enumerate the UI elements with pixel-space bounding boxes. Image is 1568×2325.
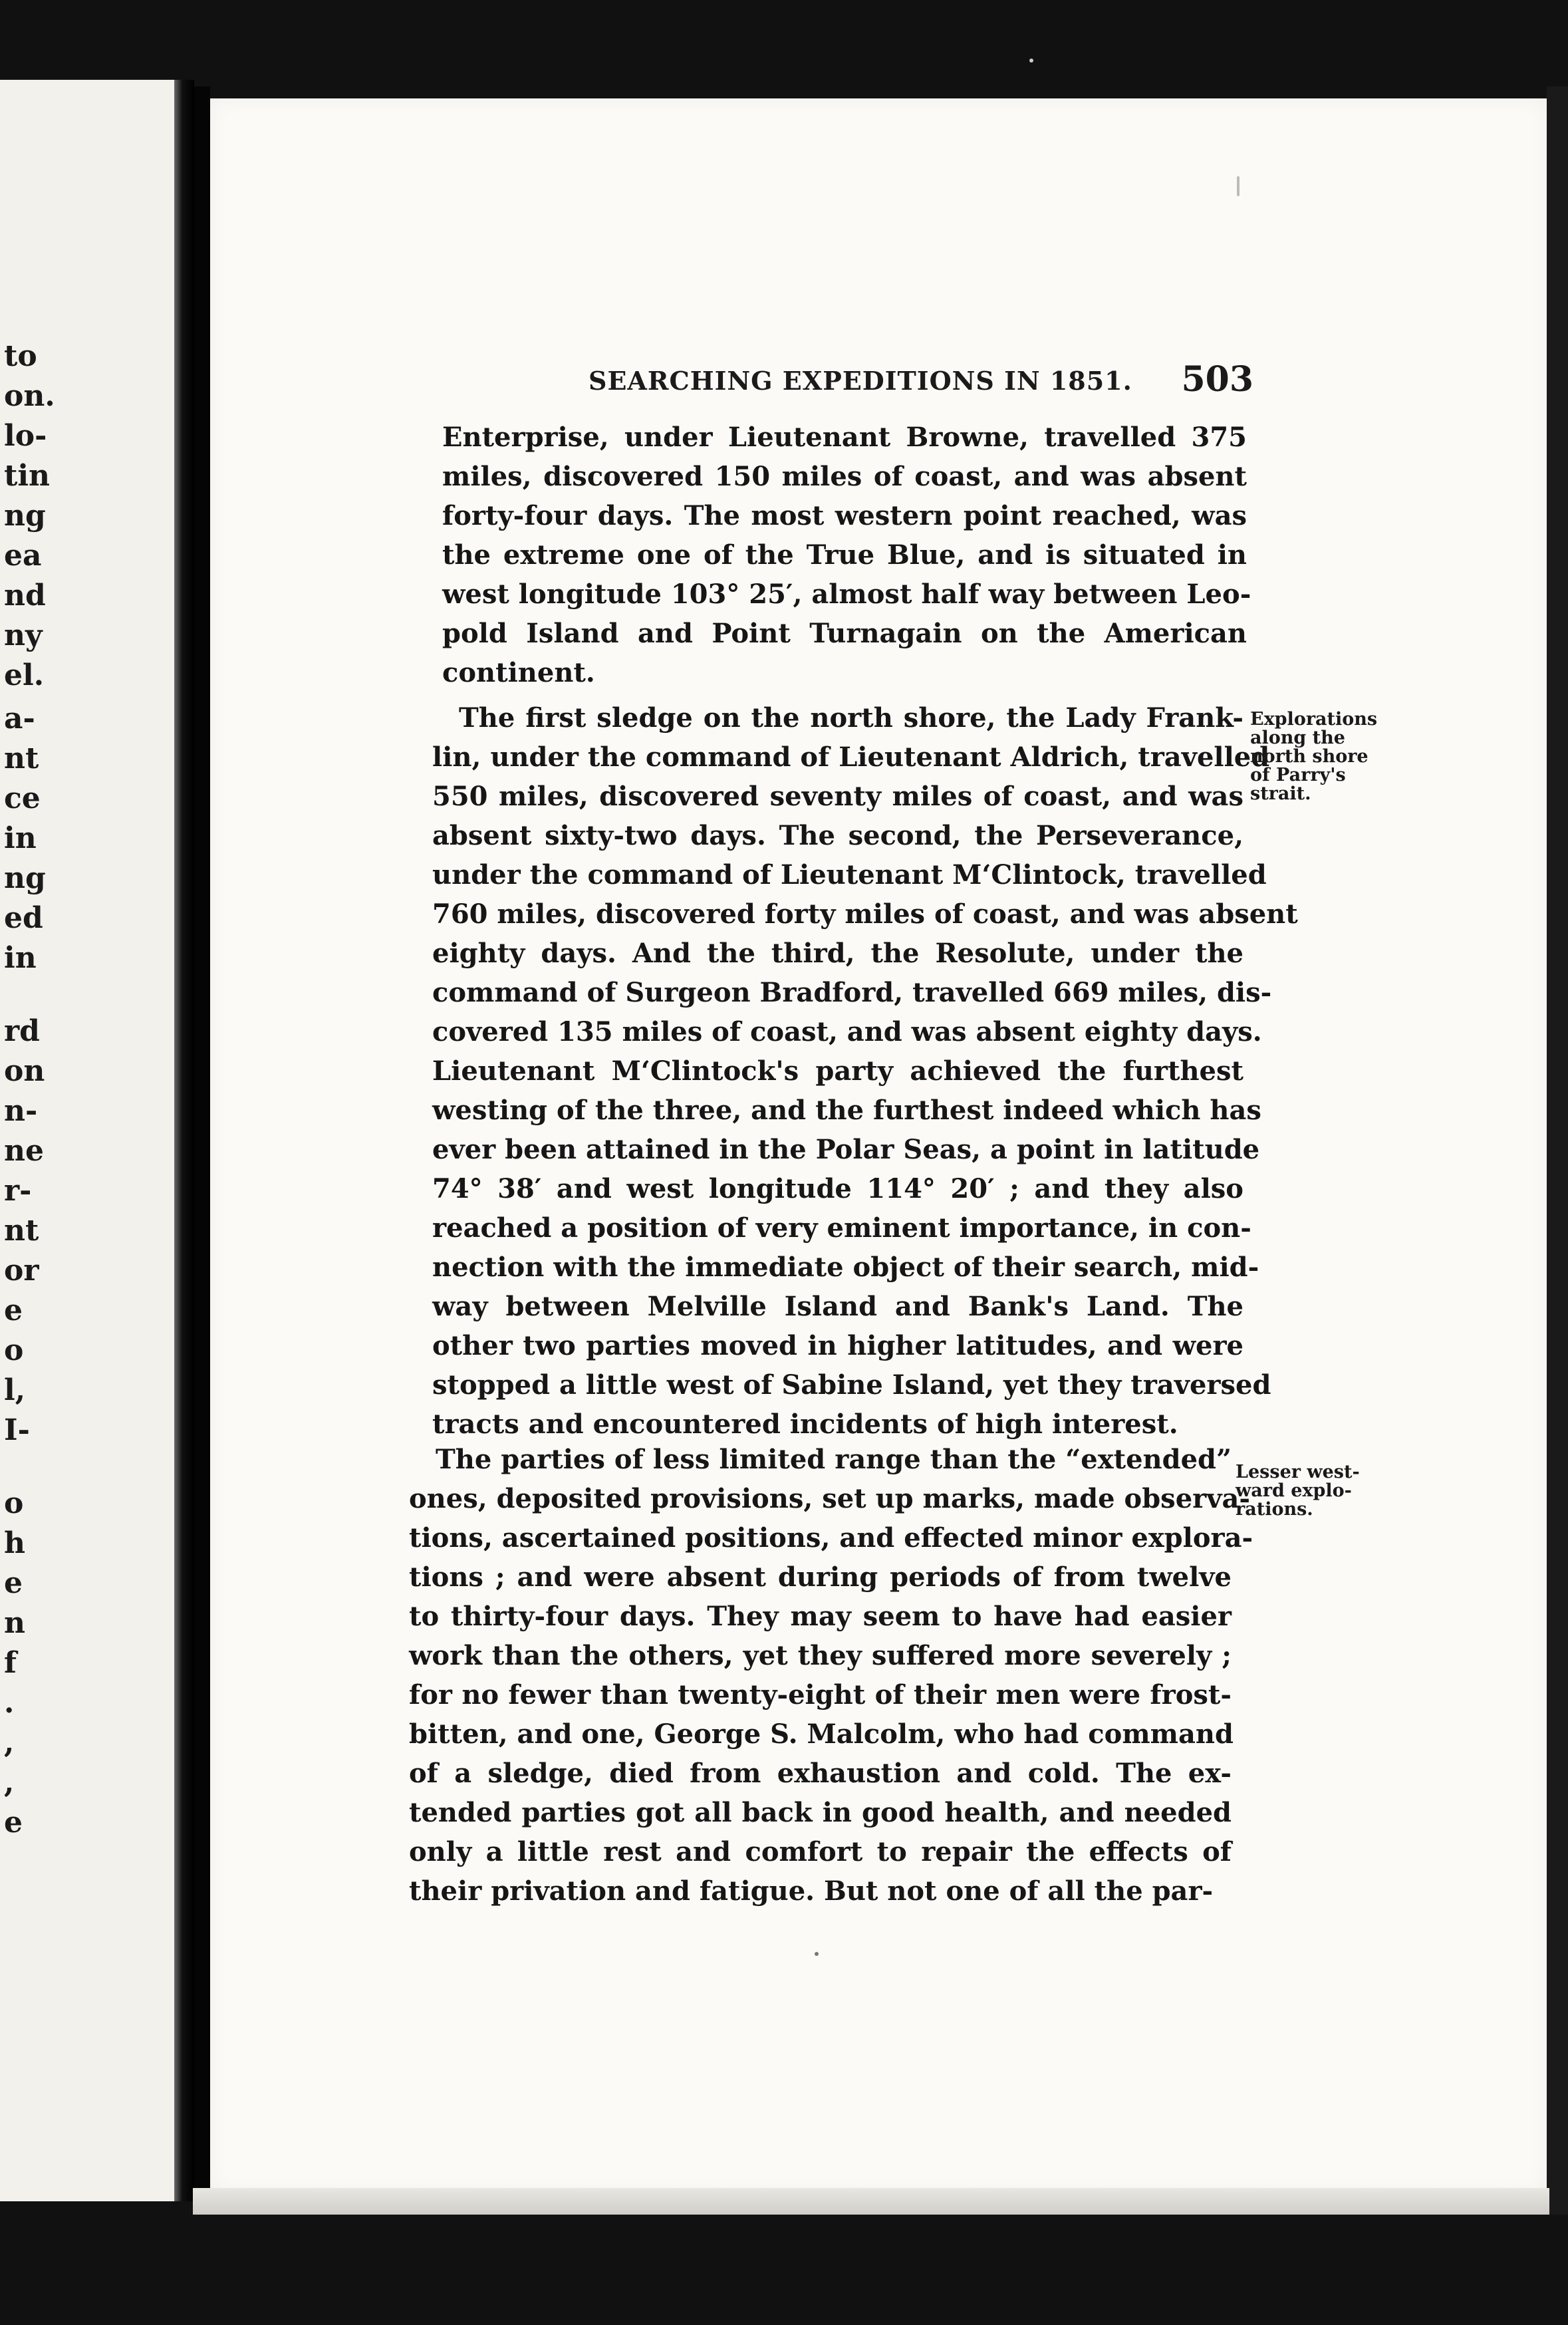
text-line: Lieutenant M‘Clintock's party achieved the furthest: [432, 1055, 1243, 1087]
left-page-fragment: ,: [4, 1726, 15, 1760]
running-head: [588, 359, 1253, 406]
text-line: nection with the immediate object of their search, mid-: [432, 1252, 1259, 1283]
text-line: reached a position of very eminent importance, in con-: [432, 1212, 1251, 1244]
text-line: under the command of Lieutenant M‘Clintock, travelled: [432, 859, 1267, 890]
text-line: bitten, and one, George S. Malcolm, who had command: [409, 1718, 1234, 1750]
left-page-fragment: l,: [4, 1373, 26, 1407]
paragraph-1: [442, 418, 1251, 692]
print-speck: [1237, 176, 1240, 196]
left-page-fragment: or: [4, 1254, 39, 1288]
text-line: the extreme one of the True Blue, and is situated in: [442, 539, 1247, 571]
left-page-fragment: nd: [4, 579, 46, 613]
text-line: for no fewer than twenty-eight of their men were frost-: [409, 1679, 1232, 1710]
text-line: 74° 38′ and west longitude 114° 20′ ; and they also: [432, 1173, 1243, 1204]
text-line: ones, deposited provisions, set up marks, made observa-: [409, 1483, 1250, 1514]
text-line: 550 miles, discovered seventy miles of coast, and was: [432, 781, 1243, 812]
text-line: The parties of less limited range than the “extended”: [436, 1444, 1232, 1475]
left-page-fragment: lo-: [4, 419, 47, 453]
left-page-fragment: .: [4, 1686, 15, 1720]
binding-shadow: [194, 86, 210, 2201]
sidenote-line: Explorations: [1250, 709, 1378, 730]
text-line: tions, ascertained positions, and effected minor explora-: [409, 1522, 1253, 1554]
sidenote-line: along the: [1250, 728, 1345, 748]
sidenote-line: Lesser west-: [1236, 1462, 1360, 1482]
left-page-fragment: nt: [4, 742, 39, 775]
text-line: command of Surgeon Bradford, travelled 669 miles, dis-: [432, 977, 1272, 1008]
text-line: of a sledge, died from exhaustion and cold. The ex-: [409, 1758, 1232, 1789]
sidenote-line: strait.: [1250, 783, 1311, 804]
text-line: forty-four days. The most western point reached, was: [442, 500, 1247, 531]
left-page-fragment: on.: [4, 379, 55, 413]
text-line: tended parties got all back in good health, and needed: [409, 1797, 1232, 1828]
left-page-fragment: el.: [4, 658, 45, 692]
text-line: other two parties moved in higher latitudes, and were: [432, 1330, 1243, 1361]
left-page-fragment: nt: [4, 1214, 39, 1248]
sidenote-line: rations.: [1236, 1499, 1313, 1520]
text-line: to thirty-four days. They may seem to have had easier: [409, 1601, 1232, 1632]
left-page-fragment: n-: [4, 1094, 38, 1128]
left-page-fragment: I-: [4, 1413, 30, 1447]
left-page-fragment: on: [4, 1054, 45, 1088]
left-page-fragment: n: [4, 1606, 25, 1640]
text-line: stopped a little west of Sabine Island, yet they traversed: [432, 1369, 1271, 1401]
left-page-fragment: in: [4, 941, 37, 975]
page-bottom-edge: [193, 2188, 1549, 2215]
left-page-fragment: h: [4, 1526, 25, 1560]
text-line: covered 135 miles of coast, and was absent eighty days.: [432, 1016, 1262, 1047]
text-line: only a little rest and comfort to repair the effects of: [409, 1836, 1232, 1867]
text-line: way between Melville Island and Bank's Land. The: [432, 1291, 1243, 1322]
left-page-fragment: ce: [4, 781, 41, 815]
left-page-fragment: o: [4, 1333, 24, 1367]
left-page-fragment: ng: [4, 861, 46, 895]
text-line: lin, under the command of Lieutenant Aldrich, travelled: [432, 742, 1270, 773]
text-line: westing of the three, and the furthest indeed which has: [432, 1095, 1261, 1126]
text-line: tracts and encountered incidents of high interest.: [432, 1409, 1178, 1440]
text-line: absent sixty-two days. The second, the Perseverance,: [432, 820, 1243, 851]
paragraph-3: [409, 1440, 1253, 1911]
text-line: ever been attained in the Polar Seas, a point in latitude: [432, 1134, 1260, 1165]
left-page-fragment: in: [4, 821, 37, 855]
text-line: 760 miles, discovered forty miles of coast, and was absent: [432, 898, 1298, 930]
text-line: continent.: [442, 657, 595, 688]
left-page-fragment: ny: [4, 618, 43, 652]
sidenote-lesser-westward: [1236, 1463, 1360, 1519]
text-line: Enterprise, under Lieutenant Browne, travelled 375: [442, 422, 1247, 453]
left-page-fragment: e: [4, 1294, 23, 1327]
left-page-fragment: rd: [4, 1014, 40, 1048]
left-page-fragment: a-: [4, 702, 35, 736]
left-page-fragment: to: [4, 339, 37, 373]
sidenote-explorations: [1250, 710, 1377, 803]
previous-page-fragment: [0, 80, 174, 2201]
text-line: miles, discovered 150 miles of coast, and was absent: [442, 461, 1247, 492]
left-page-fragment: e: [4, 1566, 23, 1600]
left-page-fragment: ,: [4, 1766, 15, 1800]
sidenote-line: ward explo-: [1236, 1480, 1352, 1501]
left-page-fragment: r-: [4, 1174, 32, 1208]
book-gutter: [174, 80, 194, 2201]
text-line: pold Island and Point Turnagain on the American: [442, 618, 1247, 649]
text-line: tions ; and were absent during periods of from twelve: [409, 1562, 1232, 1593]
print-speck: [815, 1952, 819, 1956]
sidenote-line: of Parry's: [1250, 765, 1346, 785]
page-right-edge: [1547, 86, 1568, 2215]
left-page-fragment: tin: [4, 459, 51, 493]
print-speck: [1029, 59, 1033, 63]
left-page-fragment: f: [4, 1646, 17, 1680]
text-line: The first sledge on the north shore, the Lady Frank-: [459, 702, 1243, 734]
text-line: west longitude 103° 25′, almost half way between Leo-: [442, 579, 1251, 610]
text-line: their privation and fatigue. But not one of all the par-: [409, 1875, 1214, 1907]
left-page-fragment: ng: [4, 499, 46, 533]
left-page-fragment: ne: [4, 1134, 44, 1168]
text-line: work than the others, yet they suffered more severely ;: [409, 1640, 1232, 1671]
text-line: eighty days. And the third, the Resolute, under the: [432, 938, 1243, 969]
left-page-fragment: e: [4, 1806, 23, 1840]
left-page-fragment: o: [4, 1486, 24, 1520]
left-page-fragment: ed: [4, 901, 43, 935]
page-number: 503: [1181, 359, 1253, 400]
running-title: SEARCHING EXPEDITIONS IN 1851.: [588, 366, 1132, 396]
sidenote-line: north shore: [1250, 746, 1369, 767]
left-page-fragment: ea: [4, 539, 42, 573]
